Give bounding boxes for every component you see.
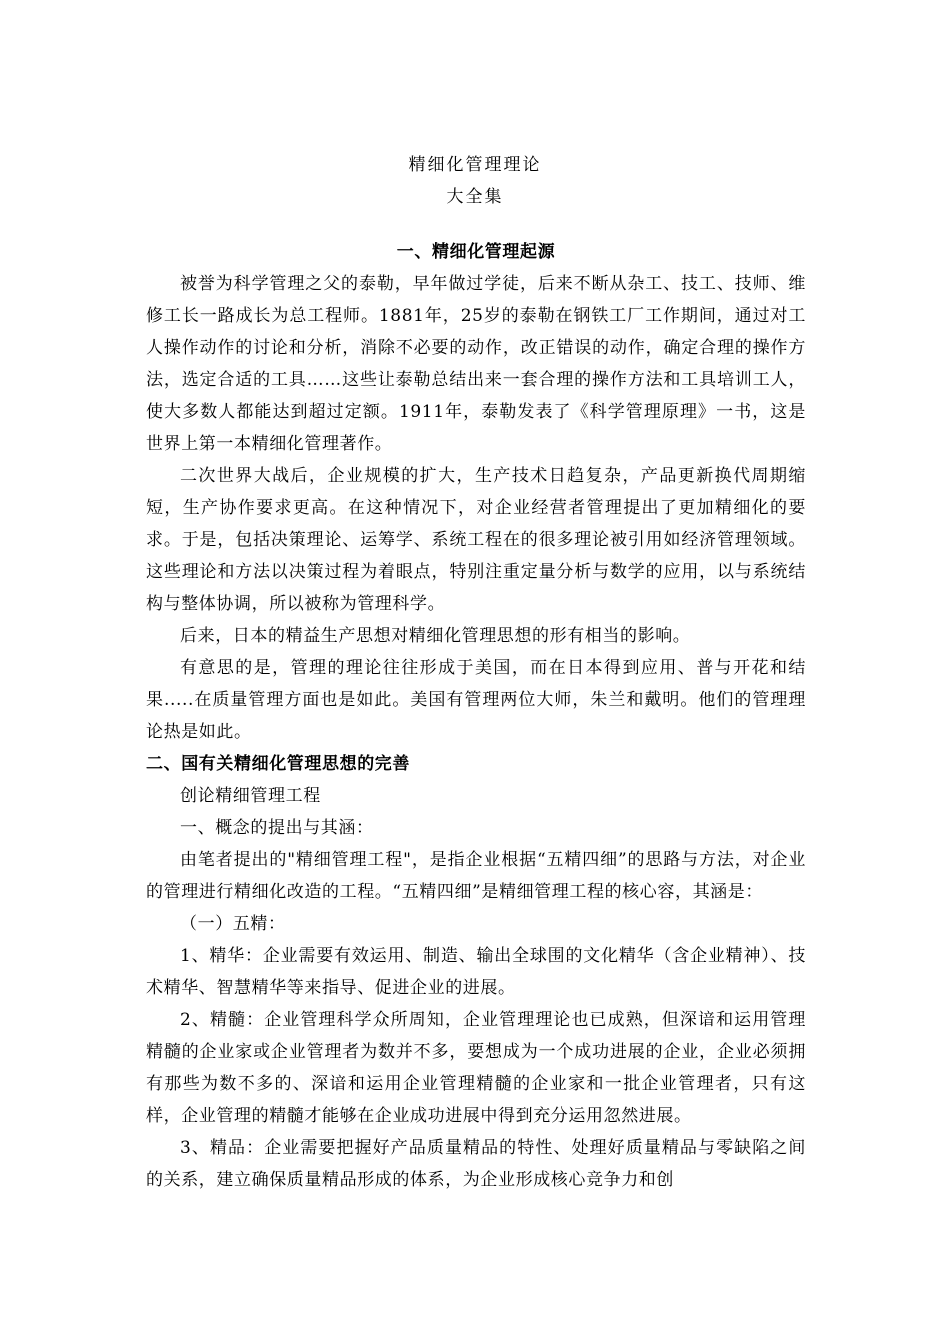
paragraph: 创论精细管理工程 bbox=[180, 786, 321, 806]
paragraph: 被誉为科学管理之父的泰勒，早年做过学徒，后来不断从杂工、技工、技师、维修工长一路成长为总工程师。1881年，25岁的泰勒在钢铁工厂工作期间，通过对工人操作动作的讨论和分析，消除不必要的动作，改正错误的动作，确定合理的操作方法，选定合适的工具……这些让泰勒总结出来一套合理的操作方法和工具培训工人，使大多数人都能达到超过定额。1911年，泰勒发表了《科学管理原理》一书，这是世界上第一本精细化管理著作。 bbox=[146, 274, 806, 454]
section-heading-origin: 一、精细化管理起源 bbox=[396, 242, 556, 262]
paragraph: （一）五精： bbox=[180, 914, 286, 934]
paragraph: 2、精髓：企业管理科学众所周知，企业管理理论也已成熟，但深谙和运用管理精髓的企业家或企业管理者为数并不多，要想成为一个成功进展的企业，企业必须拥有那些为数不多的、深谙和运用企业管理精髓的企业家和一批企业管理者，只有这样，企业管理的精髓才能够在企业成功进展中得到充分运用忽然进展。 bbox=[146, 1010, 806, 1126]
document-subtitle: 大全集 bbox=[446, 187, 504, 207]
section-heading-improvement: 二、国有关精细化管理思想的完善 bbox=[146, 754, 410, 774]
paragraph: 1、精华：企业需要有效运用、制造、输出全球围的文化精华（含企业精神）、技术精华、智慧精华等来指导、促进企业的进展。 bbox=[146, 946, 806, 998]
paragraph: 有意思的是，管理的理论往往形成于美国，而在日本得到应用、普与开花和结果.....在质量管理方面也是如此。美国有管理两位大师，朱兰和戴明。他们的管理理论热是如此。 bbox=[146, 658, 806, 742]
paragraph: 3、精品：企业需要把握好产品质量精品的特性、处理好质量精品与零缺陷之间的关系，建立确保质量精品形成的体系，为企业形成核心竞争力和创 bbox=[146, 1138, 806, 1190]
paragraph: 一、概念的提出与其涵： bbox=[180, 818, 374, 838]
document-body bbox=[146, 236, 806, 1196]
paragraph: 由笔者提出的"精细管理工程"，是指企业根据“五精四细”的思路与方法，对企业的管理进行精细化改造的工程。“五精四细”是精细管理工程的核心容，其涵是： bbox=[146, 850, 806, 902]
paragraph: 后来，日本的精益生产思想对精细化管理思想的形有相当的影响。 bbox=[180, 626, 691, 646]
document-title: 精细化管理理论 bbox=[408, 155, 542, 175]
paragraph: 二次世界大战后，企业规模的扩大，生产技术日趋复杂，产品更新换代周期缩短，生产协作要求更高。在这种情况下，对企业经营者管理提出了更加精细化的要求。于是，包括决策理论、运筹学、系统工程在的很多理论被引用如经济管理领域。这些理论和方法以决策过程为着眼点，特别注重定量分析与数学的应用，以与系统结构与整体协调，所以被称为管理科学。 bbox=[146, 466, 806, 614]
